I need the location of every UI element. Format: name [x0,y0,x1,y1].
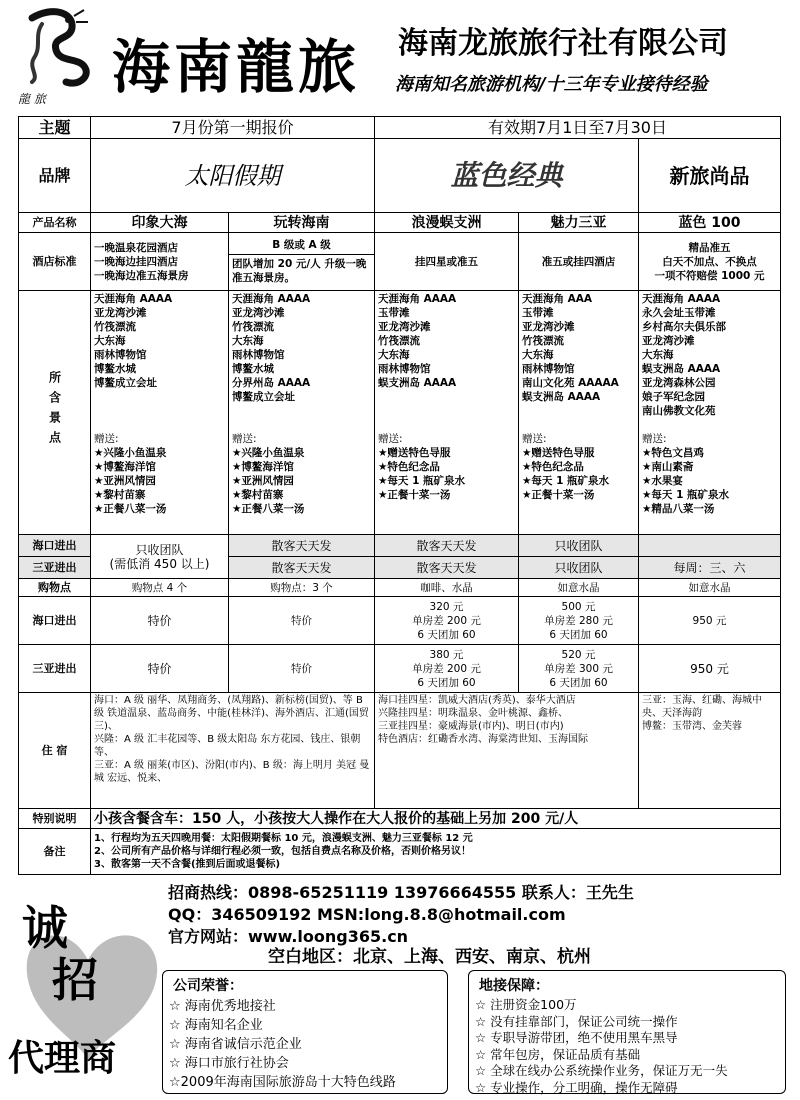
price-cell [375,645,519,693]
text-line: 玉带滩 [378,307,410,319]
text-line: 亚龙湾沙滩 [522,321,575,333]
guarantee-item: ☆ 常年包房，保证品质有基础 [475,1046,641,1062]
text-line: ★博鳌海洋馆 [232,461,294,473]
guarantee-item: ☆ 注册资金100万 [475,997,577,1012]
text-line: 赠送: [522,433,547,445]
price-table [18,116,781,875]
text-line: 南山佛教文化苑 [642,405,716,417]
guarantee-title: 地接保障： [479,978,549,994]
text-line: 博鳌：玉带湾、金芙蓉 [642,721,742,732]
honor-item: ☆2009年海南国际旅游岛十大特色线路 [169,1075,396,1090]
recruit-agents [8,890,168,1090]
hotel-line: 一项不符赔偿 1000 元 [654,269,765,282]
text-line: 6 天团加 60 [549,676,608,689]
text-line: 赠送: [232,433,257,445]
text-line: ★兴隆小鱼温泉 [94,447,167,459]
text-line: 赠送: [94,433,119,445]
text-line: 娘子军纪念园 [642,391,705,403]
text-line: ★每天 1 瓶矿泉水 [642,489,730,501]
text-line: ★特色文昌鸡 [642,447,704,459]
text-line: 蜈支洲岛 AAAA [642,363,721,375]
hotline: 招商热线：0898-65251119 13976664555 联系人：王先生 [168,883,634,902]
price-cell: 特价 [229,597,375,645]
hotel-label: 酒店标准 [19,233,91,291]
honor-item: ☆ 海南优秀地接社 [169,999,276,1014]
departure-schedule: 只收团队 [519,535,639,557]
special-label: 特别说明 [19,809,91,829]
price-cell: 特价 [91,645,229,693]
text-line: 兴隆：A 级 汇丰花园等、B 级太阳岛 东方花园、钱庄、银朝等、 [94,734,361,758]
company-honors [162,970,448,1094]
text-line: 雨林博物馆 [232,349,285,361]
blank-areas: 空白地区：北京、上海、西安、南京、杭州 [268,947,591,967]
departure-schedule [639,535,781,557]
validity-period: 有效期7月1日至7月30日 [375,117,781,139]
text-line: 竹筏漂流 [522,335,564,347]
guarantee-item: ☆ 没有挂靠部门，保证公司统一操作 [475,1013,678,1029]
departure-schedule: 散客天天发 [375,557,519,579]
guarantee-item: ☆ 专业操作，分工明确，操作无障碍 [475,1079,678,1095]
text-line: ★黎村苗寨 [94,489,146,501]
text-line: 单房差 200 元 [412,662,481,675]
text-line: 6 天团加 60 [417,628,476,641]
text-line: 520 元 [561,648,596,661]
text-line [232,404,371,432]
text-line: 6 天团加 60 [417,676,476,689]
text-line: 赠送: [378,433,403,445]
brand-blue-classic [375,139,639,213]
guarantee-item: ☆ 全球在线办公系统操作业务，保证万无一失 [475,1063,728,1078]
text-line: 天涯海角 AAA [522,293,593,305]
remarks [91,829,781,875]
product-name: 浪漫蜈支洲 [375,213,519,233]
spot-list [519,291,639,535]
price-cell: 950 元 [639,597,781,645]
min-spend-text: (需低消 450 以上) [109,556,210,571]
product-name: 魅力三亚 [519,213,639,233]
text-line [94,390,225,432]
text-line: 380 元 [429,648,464,661]
sanya-label: 三亚进出 [19,557,91,579]
product-name: 印象大海 [91,213,229,233]
text-line: ★每天 1 瓶矿泉水 [378,475,466,487]
hotel-line: 精品准五 [688,241,731,254]
text-line: 天涯海角 AAAA [232,293,311,305]
text-line: 2、公司所有产品价格与详细行程必须一致，包括自费点名称及价格，否则价格另议！ [94,846,471,857]
stay-info [639,693,781,809]
hotel-line: 一晚海边挂四酒店 [94,255,178,268]
shop-count: 咖啡、水晶 [375,579,519,597]
text-line: 博鳌成立会址 [232,391,295,403]
contact-block [168,882,788,948]
hotel-standard [91,233,229,291]
text-line: ★亚洲风情园 [232,475,294,487]
departure-schedule: 散客天天发 [229,557,375,579]
spots-label-text: 所含景点 [47,370,62,451]
text-line: 蜈支洲岛 AAAA [522,391,601,403]
text-line: ★亚洲风情园 [94,475,156,487]
text-line: ★特色纪念品 [522,461,584,473]
spot-list [375,291,519,535]
blue-classic-logo: 蓝色经典 [450,158,563,192]
page-header [0,0,800,112]
price-cell [519,597,639,645]
text-line: 320 元 [429,600,464,613]
text-line: 亚龙湾沙滩 [642,335,695,347]
hotel-line: B 级或 A 级 [229,236,374,255]
text-line: ★博鳌海洋馆 [94,461,156,473]
text-line: 三亚挂四星：豪威海景(市内)、明日(市内) [378,721,564,732]
price-sanya-label: 三亚进出 [19,645,91,693]
text-line: 三亚：A 级 丽莱(市区)、汾阳(市内)、B 级：海上明月 美冠 曼城 宏远、悦来、 [94,760,370,784]
departure-schedule: 散客天天发 [229,535,375,557]
honor-item: ☆ 海南知名企业 [169,1018,263,1033]
text-line: 雨林博物馆 [522,363,575,375]
text-line [378,390,515,432]
text-line [642,418,777,432]
text-line: 亚龙湾森林公园 [642,377,716,389]
text-line: 3、散客第一天不含餐(推到后面或退餐标) [94,859,281,870]
local-guarantee [468,970,786,1094]
haikou-label: 海口进出 [19,535,91,557]
text-line: ★特色纪念品 [378,461,440,473]
price-cell: 特价 [91,597,229,645]
brand-label: 品牌 [19,139,91,213]
hotel-line: 白天不加点、不换点 [662,255,757,268]
spot-list [639,291,781,535]
text-line: ★兴隆小鱼温泉 [232,447,305,459]
hotel-standard [229,233,375,291]
text-line: 永久会址玉带滩 [642,307,716,319]
text-line: 乡村高尔夫俱乐部 [642,321,726,333]
qq-msn: QQ：346509192 MSN:long.8.8@hotmail.com [168,905,566,924]
website-link[interactable]: 官方网站：www.loong365.cn [168,927,409,946]
text-line: 亚龙湾沙滩 [94,307,147,319]
stay-info [91,693,375,809]
text-line: 赠送: [642,433,667,445]
text-line: ★黎村苗寨 [232,489,284,501]
hotel-standard: 挂四星或准五 [375,233,519,291]
text-line: 竹筏漂流 [232,321,274,333]
price-cell [375,597,519,645]
company-slogan: 海南知名旅游机构/十三年专业接待经验 [395,74,708,95]
honors-title: 公司荣誉： [173,978,243,994]
text-line: 南山文化苑 AAAAA [522,377,619,389]
theme-label: 主题 [19,117,91,139]
hotel-line: 团队增加 20 元/人 升级一晚准五海景房。 [232,258,367,284]
text-line: 天涯海角 AAAA [94,293,173,305]
sun-holiday-logo: 太阳假期 [184,161,281,190]
hotel-standard: 准五或挂四酒店 [519,233,639,291]
text-line: 大东海 [642,349,674,361]
text-line: 单房差 200 元 [412,614,481,627]
text-line: 特色酒店：红磡香水湾、海棠湾世知、玉海国际 [378,734,588,745]
text-line: 三亚：玉海、红磡、海城中央、天泽海韵 [642,695,762,719]
text-line: 亚龙湾沙滩 [378,321,431,333]
spots-label [19,291,91,535]
text-line: 海口：A 级 丽华、凤翔商务、(凤翔路)、新标榜(国贸)、等 B 级 铁道温泉、蓝岛商务、中能(桂林洋)、海外酒店、汇通(国贸三)、 [94,695,369,732]
text-line: 兴隆挂四星：明珠温泉、金叶桃源、鑫桥、 [378,708,568,719]
brand-title: 海南龍旅 [112,33,361,101]
text-line: 雨林博物馆 [94,349,147,361]
text-line: 500 元 [561,600,596,613]
honor-item: ☆ 海南省诚信示范企业 [169,1037,302,1052]
recruit-agent-text: 代理商 [8,1038,117,1079]
text-line: ★赠送特色导服 [522,447,595,459]
text-line: ★南山素斋 [642,461,694,473]
text-line: 竹筏漂流 [94,321,136,333]
text-line: 天涯海角 AAAA [378,293,457,305]
special-text: 小孩含餐含车：150 人，小孩按大人操作在大人报价的基础上另加 200 元/人 [91,809,781,829]
text-line: ★正餐十菜一汤 [522,489,595,501]
text-line: 大东海 [94,335,126,347]
text-line [522,404,635,432]
spot-list [91,291,229,535]
shop-count: 购物点 4 个 [91,579,229,597]
text-line: 天涯海角 AAAA [642,293,721,305]
price-haikou-label: 海口进出 [19,597,91,645]
new-travel-logo: 新旅尚品 [669,163,750,188]
text-line: ★精品八菜一汤 [642,503,715,515]
text-line: 1、行程均为五天四晚用餐：太阳假期餐标 10 元，浪漫蜈支洲、魅力三亚餐标 12 元 [94,833,473,844]
brand-sun-holiday [91,139,375,213]
group-only-cell [91,535,229,579]
hotel-standard [639,233,781,291]
brand-new-travel [639,139,781,213]
price-cell: 特价 [229,645,375,693]
text-line: 大东海 [378,349,410,361]
text-line: 玉带滩 [522,307,554,319]
remark-label: 备注 [19,829,91,875]
shop-count: 如意水晶 [639,579,781,597]
text-line: 6 天团加 60 [549,628,608,641]
recruit-char-1: 诚 [22,901,68,955]
hotel-line: 一晚温泉花园酒店 [94,241,178,254]
text-line: 大东海 [232,335,264,347]
logo-caption: 龍 旅 [18,92,46,106]
product-label: 产品名称 [19,213,91,233]
spot-list [229,291,375,535]
departure-schedule: 散客天天发 [375,535,519,557]
text-line: ★正餐八菜一汤 [232,503,305,515]
text-line: ★水果宴 [642,475,683,487]
text-line: 博鳌成立会址 [94,377,157,389]
text-line: 大东海 [522,349,554,361]
text-line: 博鳌水城 [232,363,274,375]
theme-value: 7月份第一期报价 [91,117,375,139]
hotel-line: 一晚海边准五海景房 [94,269,189,282]
text-line: 分界州岛 AAAA [232,377,311,389]
departure-schedule: 只收团队 [519,557,639,579]
text-line: 竹筏漂流 [378,335,420,347]
text-line: ★赠送特色导服 [378,447,451,459]
product-name: 玩转海南 [229,213,375,233]
text-line: ★正餐八菜一汤 [94,503,167,515]
text-line: 单房差 300 元 [544,662,613,675]
departure-schedule: 每周：三、六 [639,557,781,579]
price-cell [519,645,639,693]
group-only-text: 只收团队 [135,542,184,557]
shop-count: 购物点：3 个 [229,579,375,597]
shop-count: 如意水晶 [519,579,639,597]
recruit-char-2: 招 [52,953,98,1007]
text-line: 蜈支洲岛 AAAA [378,377,457,389]
text-line: ★每天 1 瓶矿泉水 [522,475,610,487]
stay-label: 住 宿 [19,693,91,809]
price-cell: 950 元 [639,645,781,693]
text-line: 海口挂四星：凯威大酒店(秀英)、泰华大酒店 [378,695,576,706]
text-line: 博鳌水城 [94,363,136,375]
shop-label: 购物点 [19,579,91,597]
text-line: 亚龙湾沙滩 [232,307,285,319]
company-name: 海南龙旅旅行社有限公司 [398,26,728,61]
stay-info [375,693,639,809]
text-line: ★正餐十菜一汤 [378,489,451,501]
text-line: 雨林博物馆 [378,363,431,375]
text-line: 单房差 280 元 [544,614,613,627]
honor-item: ☆ 海口市旅行社协会 [169,1056,289,1071]
product-name: 蓝色 100 [639,213,781,233]
guarantee-item: ☆ 专职导游带团，绝不使用黑车黑导 [475,1030,678,1045]
